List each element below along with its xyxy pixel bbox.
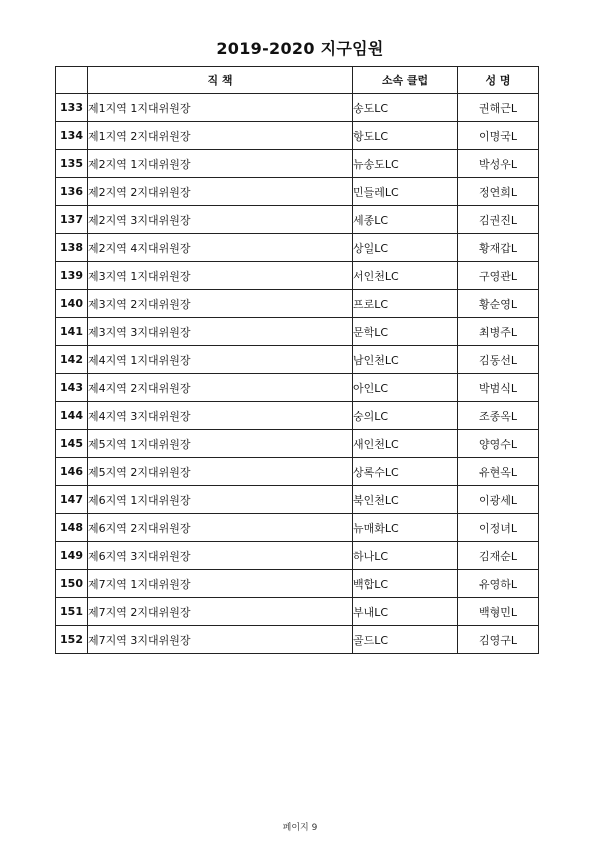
row-name: 김동선L [458,346,539,374]
row-number: 137 [56,206,88,234]
row-club: 남인천LC [353,346,458,374]
header-position: 직 책 [88,67,353,94]
row-position: 제3지역 3지대위원장 [88,318,353,346]
row-position: 제5지역 2지대위원장 [88,458,353,486]
table-row [56,402,539,430]
table-row [56,374,539,402]
table-row [56,318,539,346]
row-club: 북인천LC [353,486,458,514]
row-number: 135 [56,150,88,178]
table-row [56,150,539,178]
table-row [56,122,539,150]
row-position: 제1지역 1지대위원장 [88,94,353,122]
row-name: 이광세L [458,486,539,514]
row-number: 138 [56,234,88,262]
row-number: 142 [56,346,88,374]
table-header-row [56,67,539,94]
row-number: 150 [56,570,88,598]
row-name: 권해근L [458,94,539,122]
row-name: 백형민L [458,598,539,626]
row-position: 제1지역 2지대위원장 [88,122,353,150]
row-number: 139 [56,262,88,290]
row-number: 143 [56,374,88,402]
row-club: 아인LC [353,374,458,402]
row-position: 제4지역 2지대위원장 [88,374,353,402]
row-name: 김영구L [458,626,539,654]
row-position: 제2지역 4지대위원장 [88,234,353,262]
row-position: 제7지역 2지대위원장 [88,598,353,626]
row-name: 이명국L [458,122,539,150]
row-position: 제4지역 1지대위원장 [88,346,353,374]
row-number: 145 [56,430,88,458]
row-number: 140 [56,290,88,318]
table-row [56,346,539,374]
row-number: 136 [56,178,88,206]
table-row [56,430,539,458]
row-name: 양영수L [458,430,539,458]
row-position: 제7지역 1지대위원장 [88,570,353,598]
row-club: 숭의LC [353,402,458,430]
row-name: 최병주L [458,318,539,346]
row-club: 하나LC [353,542,458,570]
row-number: 144 [56,402,88,430]
row-club: 부내LC [353,598,458,626]
table-row [56,94,539,122]
row-club: 뉴매화LC [353,514,458,542]
table-row [56,570,539,598]
row-club: 문학LC [353,318,458,346]
table-row [56,206,539,234]
row-club: 상록수LC [353,458,458,486]
row-club: 프로LC [353,290,458,318]
table-row [56,542,539,570]
row-position: 제6지역 1지대위원장 [88,486,353,514]
row-number: 147 [56,486,88,514]
row-name: 조종옥L [458,402,539,430]
row-club: 백합LC [353,570,458,598]
row-position: 제6지역 3지대위원장 [88,542,353,570]
table-row [56,458,539,486]
row-name: 황순영L [458,290,539,318]
row-club: 골드LC [353,626,458,654]
table-row [56,486,539,514]
page-title: 2019-2020 지구임원 [216,39,384,58]
header-club: 소속 클럽 [353,67,458,94]
row-name: 구영관L [458,262,539,290]
page-footer: 페이지 9 [282,823,318,833]
row-name: 유현옥L [458,458,539,486]
row-position: 제2지역 2지대위원장 [88,178,353,206]
header-number [56,67,88,94]
row-number: 133 [56,94,88,122]
row-number: 148 [56,514,88,542]
row-number: 152 [56,626,88,654]
table-row [56,234,539,262]
row-number: 146 [56,458,88,486]
row-club: 송도LC [353,94,458,122]
row-name: 이정녀L [458,514,539,542]
table-row [56,598,539,626]
row-name: 김권진L [458,206,539,234]
row-name: 정연희L [458,178,539,206]
table-row [56,290,539,318]
row-number: 149 [56,542,88,570]
officers-table [55,66,539,654]
row-position: 제7지역 3지대위원장 [88,626,353,654]
row-number: 141 [56,318,88,346]
row-position: 제4지역 3지대위원장 [88,402,353,430]
row-position: 제2지역 3지대위원장 [88,206,353,234]
row-position: 제6지역 2지대위원장 [88,514,353,542]
row-name: 황재갑L [458,234,539,262]
row-name: 박성우L [458,150,539,178]
row-position: 제3지역 1지대위원장 [88,262,353,290]
row-club: 상일LC [353,234,458,262]
row-club: 항도LC [353,122,458,150]
header-name: 성 명 [458,67,539,94]
row-club: 서인천LC [353,262,458,290]
row-club: 세종LC [353,206,458,234]
row-position: 제3지역 2지대위원장 [88,290,353,318]
table-row [56,514,539,542]
row-number: 151 [56,598,88,626]
row-position: 제2지역 1지대위원장 [88,150,353,178]
row-club: 뉴송도LC [353,150,458,178]
row-club: 새인천LC [353,430,458,458]
row-name: 김재순L [458,542,539,570]
row-club: 민들레LC [353,178,458,206]
table-row [56,626,539,654]
table-row [56,262,539,290]
table-row [56,178,539,206]
row-number: 134 [56,122,88,150]
row-name: 유영하L [458,570,539,598]
row-position: 제5지역 1지대위원장 [88,430,353,458]
row-name: 박범식L [458,374,539,402]
